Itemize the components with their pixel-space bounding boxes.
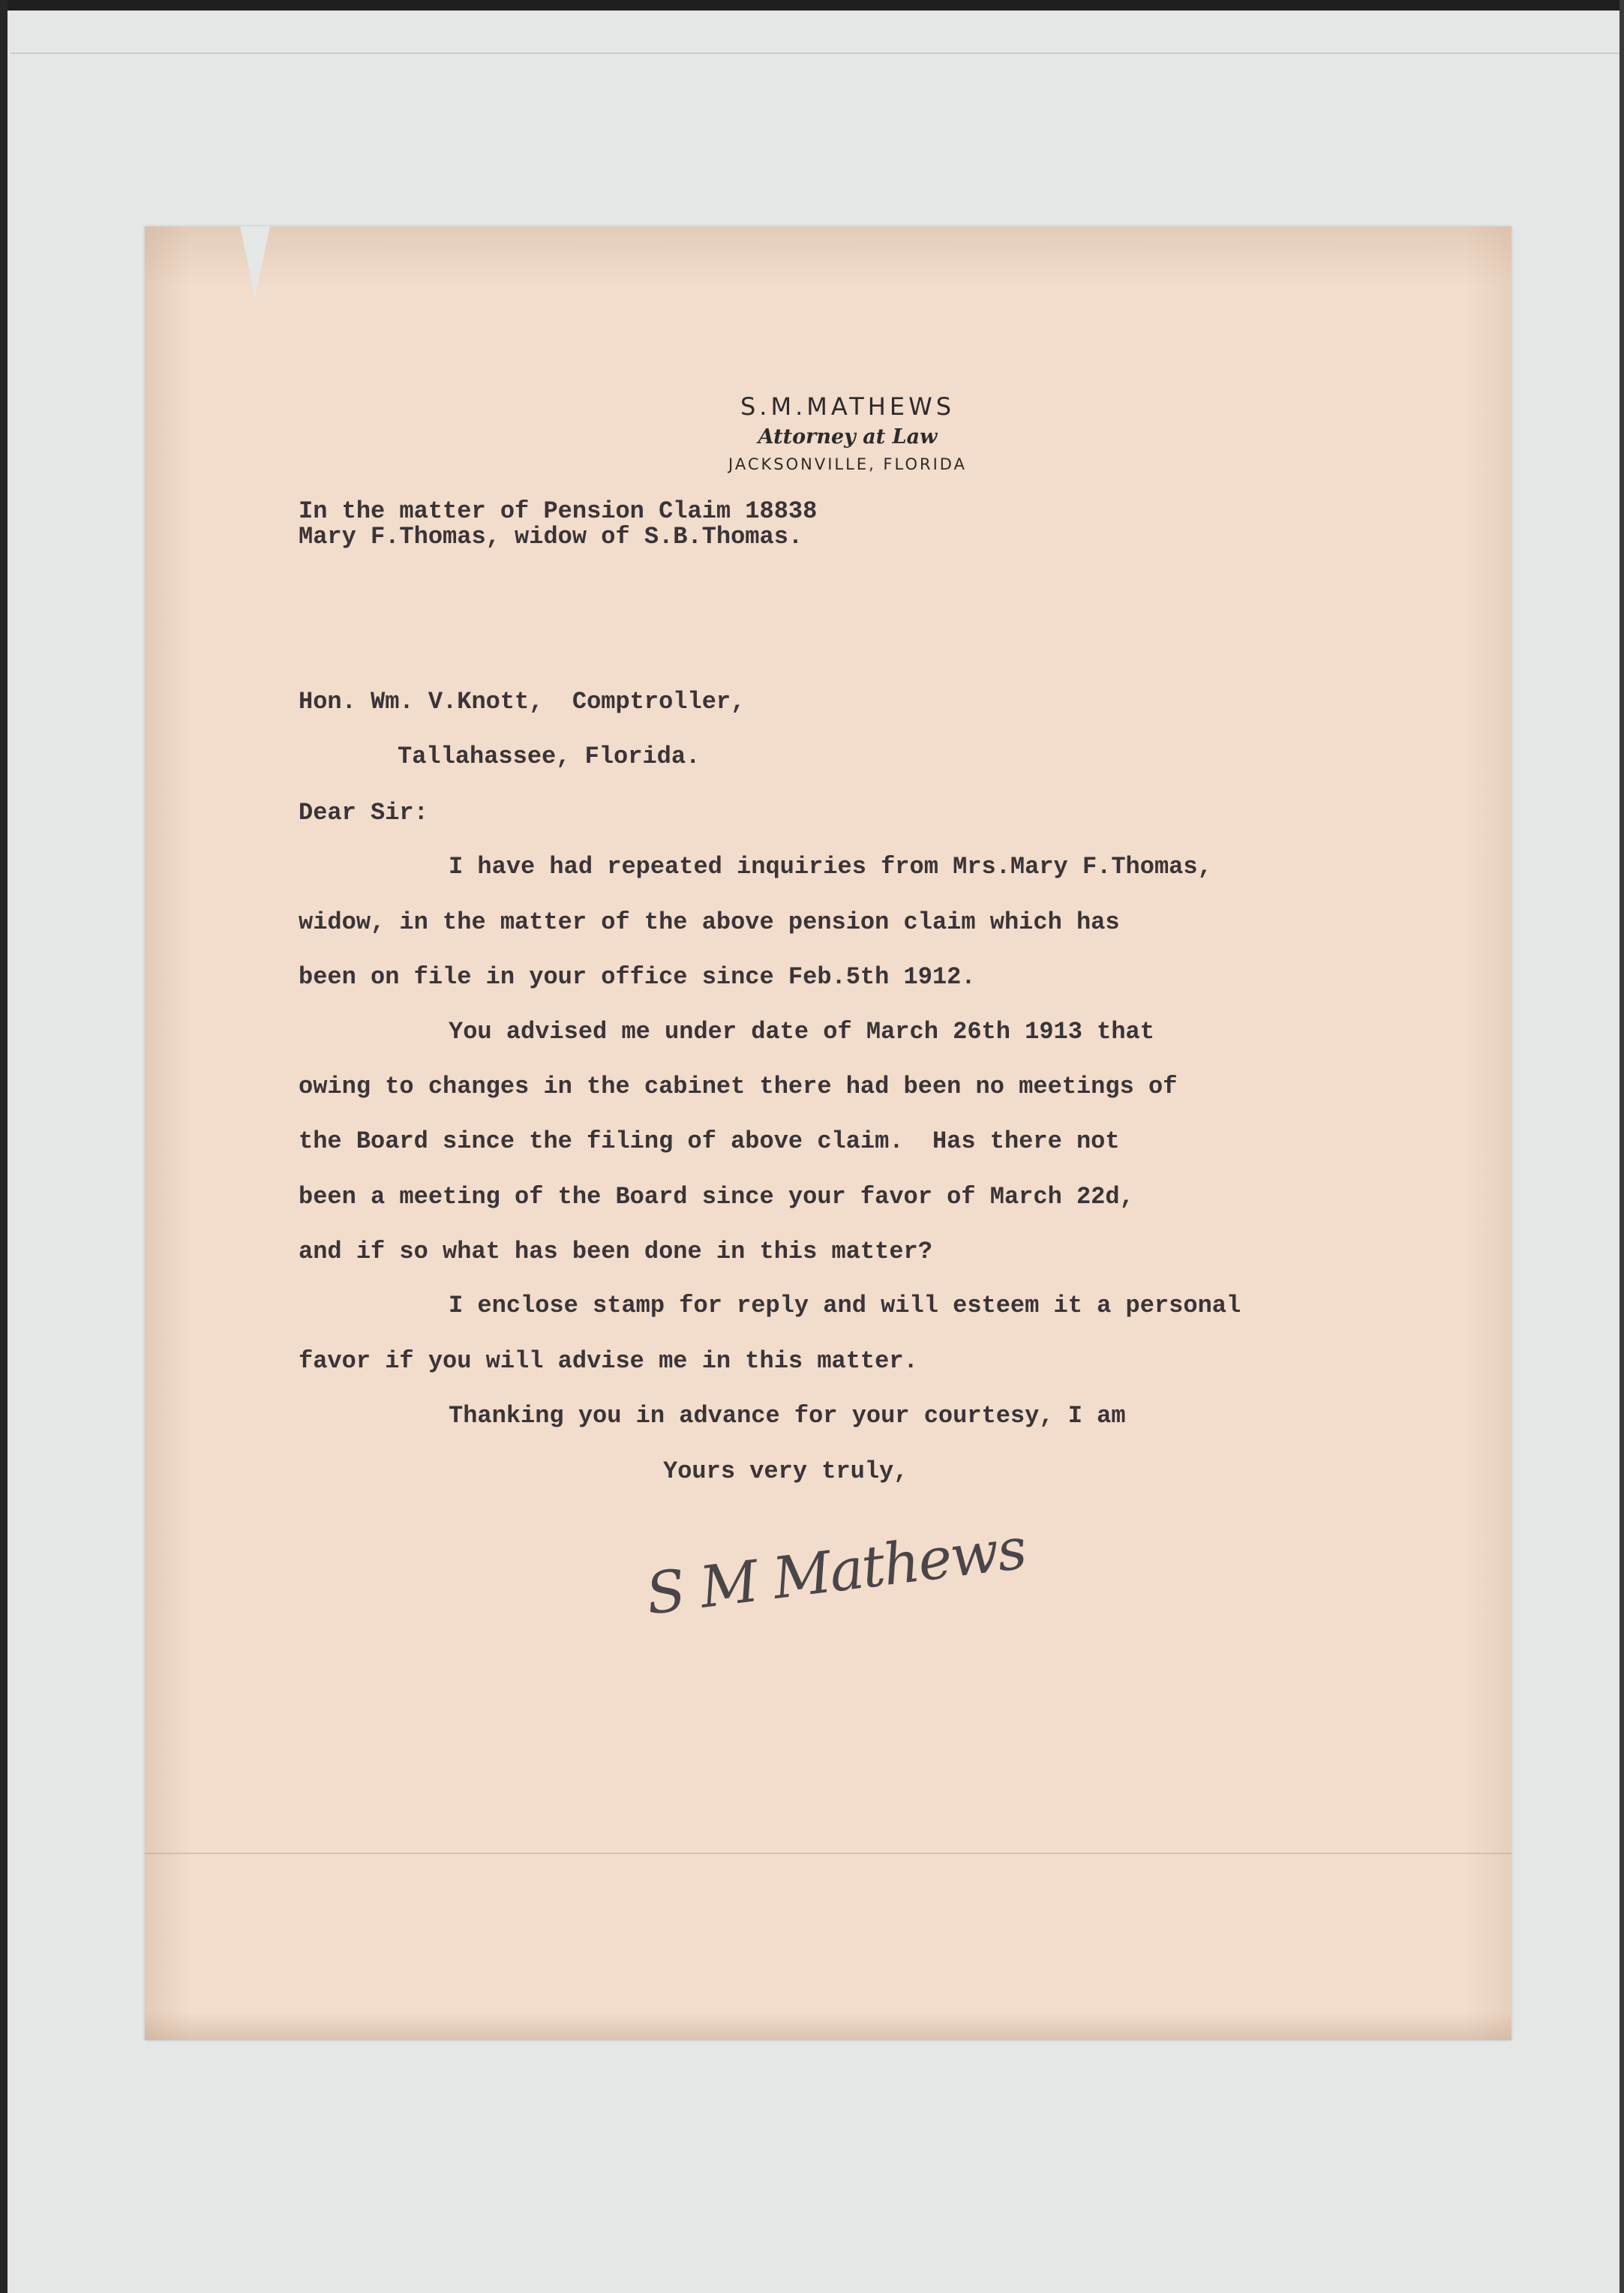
body-line: been on file in your office since Feb.5th 1912. [299, 963, 976, 991]
scan-right-border [1619, 0, 1624, 2293]
salutation: Dear Sir: [299, 799, 428, 827]
paper-tear [240, 227, 270, 298]
body-line: favor if you will advise me in this matter. [299, 1347, 918, 1375]
body-line: and if so what has been done in this matter? [299, 1238, 932, 1265]
addressee-line-1: Hon. Wm. V.Knott, Comptroller, [299, 688, 746, 716]
scan-left-border [0, 0, 8, 2293]
letterhead-name: S.M.MATHEWS [740, 392, 956, 421]
subject-line-2: Mary F.Thomas, widow of S.B.Thomas. [299, 523, 803, 551]
body-line: I enclose stamp for reply and will esteem it a personal [449, 1292, 1241, 1319]
body-line: been a meeting of the Board since your favor of March 22d, [299, 1183, 1134, 1211]
signature: S M Mathews [642, 1514, 1029, 1628]
scan-inner-line [11, 53, 1619, 54]
closing: Yours very truly, [663, 1457, 908, 1485]
body-line: You advised me under date of March 26th 1913 that [449, 1018, 1154, 1046]
body-line: I have had repeated inquiries from Mrs.Mary F.Thomas, [449, 853, 1212, 881]
letterhead [660, 390, 1035, 477]
body-line: widow, in the matter of the above pension claim which has [299, 908, 1120, 936]
addressee-line-2: Tallahassee, Florida. [398, 743, 701, 770]
body-line: owing to changes in the cabinet there had been no meetings of [299, 1073, 1178, 1100]
letterhead-title: Attorney at Law [758, 425, 938, 449]
scan-top-border [0, 0, 1624, 11]
body-line: the Board since the filing of above claim. Has there not [299, 1127, 1120, 1155]
paper-fold-line [145, 1853, 1511, 1854]
subject-line-1: In the matter of Pension Claim 18838 [299, 497, 818, 525]
letterhead-city: JACKSONVILLE, FLORIDA [728, 455, 967, 473]
body-line: Thanking you in advance for your courtesy, I am [449, 1402, 1126, 1430]
